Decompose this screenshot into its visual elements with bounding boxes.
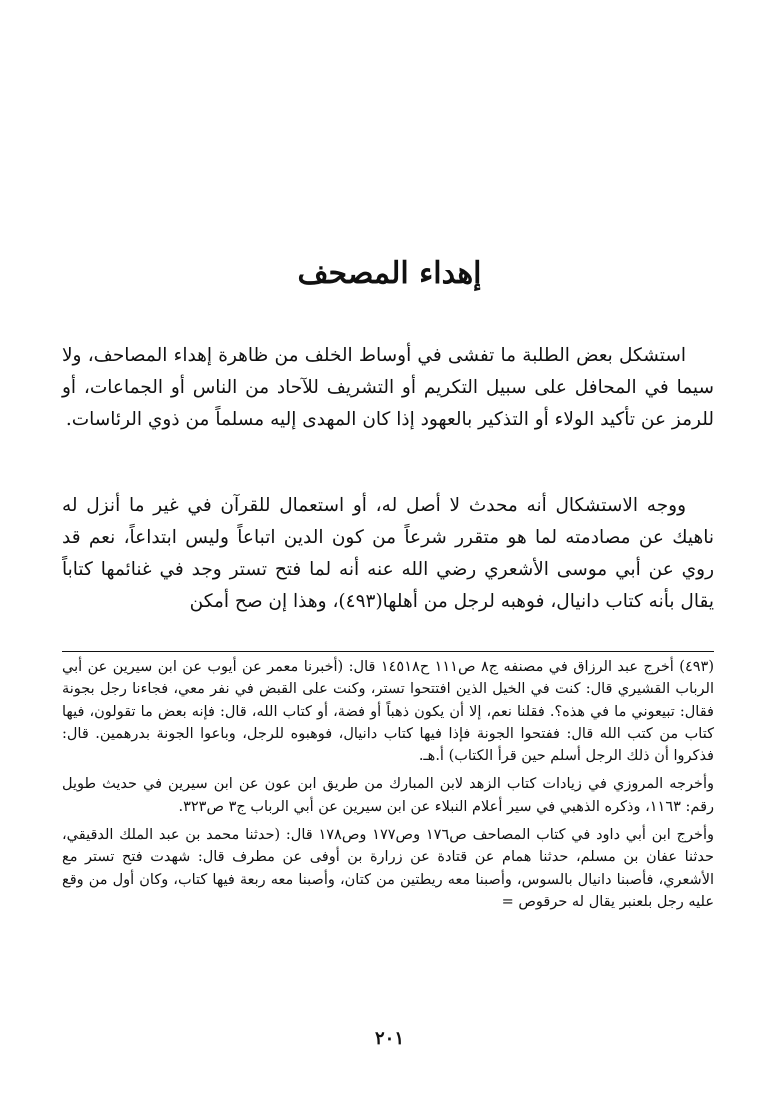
paragraph-text: استشكل بعض الطلبة ما تفشى في أوساط الخلف من ظاهرة إهداء المصاحف، ولا سيما في المحافل على سبيل التكريم أو التشريف للآحاد من الناس أو الجماعات، أو للرمز عن تأكيد الولاء أو التذكير بالعهود إذا كان المهدى إليه مسلماً من ذوي الرئاسات. — [62, 345, 714, 430]
body-paragraph-1 — [62, 340, 714, 436]
footnote-divider — [62, 651, 714, 652]
chapter-title: إهداء المصحف — [297, 256, 482, 292]
page-number: ٢٠١ — [374, 1028, 404, 1049]
paragraph-text: ووجه الاستشكال أنه محدث لا أصل له، أو استعمال للقرآن في غير ما أنزل له ناهيك عن مصادمته لما هو متقرر شرعاً من كون الدين اتباعاً وليس ابتداعاً، نعم قد روي عن أبي موسى الأشعري رضي الله عنه أنه لما فتح تستر وجد في غنائمها كتاباً يقال بأنه كتاب دانيال، فوهبه لرجل من أهلها(٤٩٣)، وهذا إن صح أمكن — [62, 495, 714, 612]
footnotes-section — [62, 656, 714, 919]
footnote-text: وأخرج ابن أبي داود في كتاب المصاحف ص١٧٦ وص١٧٧ وص١٧٨ قال: (حدثنا محمد بن عبد الملك الدقيقي، حدثنا عفان بن مسلم، حدثنا همام عن قتادة عن زرارة بن أوفى عن مطرف قال: شهدت فتح تستر مع الأشعري، فأصبنا دانيال بالسوس، وأصبنا معه ريطتين من كتان، وأصبنا معه ربعة فيها كتاب، وكان أول من وقع عليه رجل بلعنبر يقال له حرقوص = — [62, 827, 714, 910]
footnote-text: وأخرجه المروزي في زيادات كتاب الزهد لابن المبارك من طريق ابن عون عن ابن سيرين في حديث طويل رقم: ١١٦٣، وذكره الذهبي في سير أعلام النبلاء عن ابن سيرين عن أبي الرباب ج٣ ص٣٢٣. — [62, 776, 714, 815]
footnote-text: (٤٩٣) أخرج عبد الرزاق في مصنفه ج٨ ص١١١ ح١٤٥١٨ قال: (أخبرنا معمر عن أيوب عن ابن سيرين عن أبي الرباب القشيري قال: كنت في الخيل الذين افتتحوا تستر، وكنت على القبض في نفر معي، فجاءنا رجل بجونة فقال: تبيعوني ما في هذه؟. فقلنا نعم، إلا أن يكون ذهباً أو فضة، أو كتاب الله، قال: فإنه بعض ما تقولون، فيها كتاب من كتب الله قال: ففتحوا الجونة فإذا فيها كتاب دانيال، فوهبوه للرجل، وباعوا الجونة بدرهمين. قال: فذكروا أن ذلك الرجل أسلم حين قرأ الكتاب) أ.هـ. — [62, 659, 714, 765]
body-paragraph-2 — [62, 490, 714, 618]
